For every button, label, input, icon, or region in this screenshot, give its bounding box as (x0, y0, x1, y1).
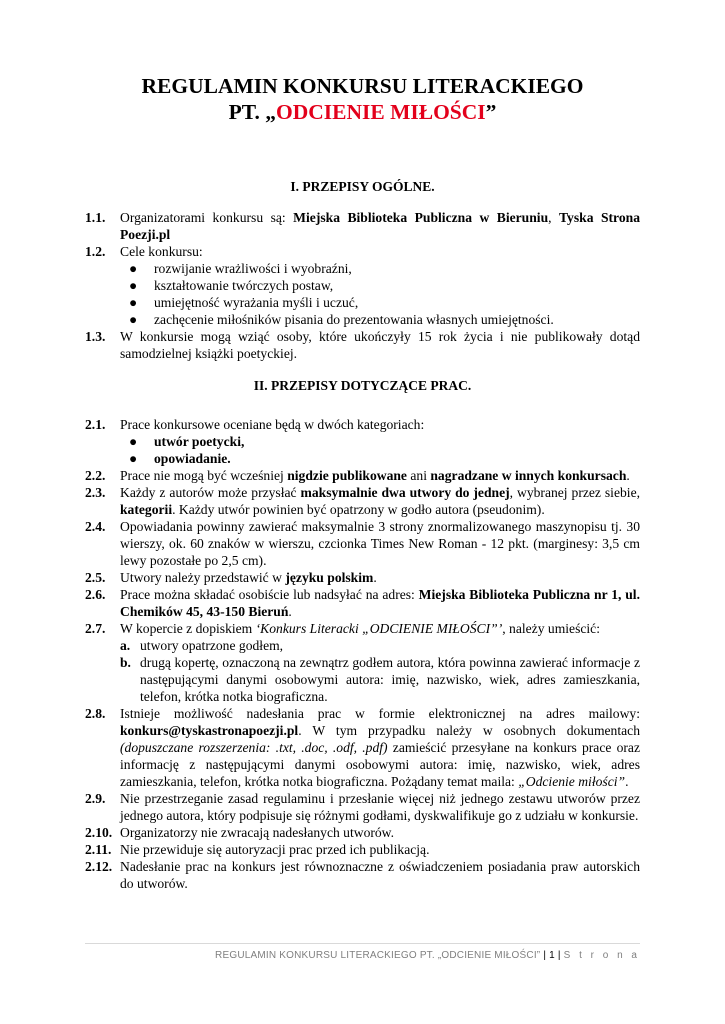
rule-text-bold: języku polskim (285, 570, 374, 585)
footer-divider (85, 943, 640, 944)
rule-text: , wybranej przez siebie, (509, 485, 641, 500)
bullet-text: umiejętność wyrażania myśli i uczuć, (154, 295, 359, 310)
lettered-text: utwory opatrzone godłem, (140, 638, 284, 653)
rule-text-bold: nagradzane w innych konkursach (430, 468, 627, 483)
bullet-dot-icon: ● (129, 261, 138, 276)
bullet-dot-icon: ● (129, 278, 138, 293)
section-heading-general: I. PRZEPISY OGÓLNE. (290, 179, 435, 194)
rule-item (85, 243, 640, 328)
rule-text: Cele konkursu: (120, 244, 203, 259)
section-works-body (85, 416, 640, 892)
page-number: 1 (549, 950, 555, 961)
rule-text: Organizatorzy nie zwracają nadesłanych utworów. (120, 825, 395, 840)
rule-number: 2.11. (85, 842, 112, 857)
rule-item (85, 705, 640, 790)
footer-separator: | (554, 950, 564, 961)
rule-text: Nie przewiduje się autoryzacji prac przed ich publikacją. (120, 842, 430, 857)
bullet-text: rozwijanie wrażliwości i wyobraźni, (154, 261, 352, 276)
bullet-item (85, 450, 640, 467)
footer-separator: | (540, 950, 550, 961)
rule-text: W konkursie mogą wziąć osoby, które ukończyły 15 rok życia i nie publikowały dotąd samodzielnej książki poetyckiej. (120, 329, 640, 361)
bullet-item (85, 294, 640, 311)
section-general-body (85, 209, 640, 362)
footer-title: REGULAMIN KONKURSU LITERACKIEGO PT. „ODCIENIE MIŁOŚCI” (215, 950, 541, 961)
document-title-line2 (0, 99, 725, 125)
rule-text-italic: „Odcienie miłości” (518, 774, 626, 789)
bullet-item (85, 260, 640, 277)
lettered-item (85, 654, 640, 705)
rule-text: . Każdy utwór powinien być opatrzony w godło autora (pseudonim). (172, 502, 545, 517)
rule-number: 2.6. (85, 587, 106, 602)
rule-item (85, 467, 640, 484)
document-title-line1: REGULAMIN KONKURSU LITERACKIEGO (141, 74, 584, 98)
rule-text-bold: Miejska Biblioteka Publiczna nr 1, ul. Chemików 45, 43-150 Bieruń (120, 587, 640, 619)
rule-text-italic: (dopuszczane rozszerzenia: .txt, .doc, .odf, .pdf) (120, 740, 388, 755)
rule-item (85, 416, 640, 467)
title-contest-name: ODCIENIE MIŁOŚCI (275, 100, 486, 124)
rule-text-bold: Miejska Biblioteka Publiczna w Bieruniu (293, 210, 549, 225)
bullet-item (85, 433, 640, 450)
rule-text-bold: kategorii (120, 502, 173, 517)
rule-text: Opowiadania powinny zawierać maksymalnie 3 strony znormalizowanego maszynopisu tj. 30 wierszy, ok. 60 znaków w wierszu, czcionka Times New Roman - 12 pkt. (marginesy: 3,5 cm lewy pozostałe po 2,5 cm). (120, 519, 640, 568)
rule-text: . (625, 774, 629, 789)
rule-item (85, 824, 640, 841)
item-letter: a. (120, 638, 131, 653)
rule-item (85, 841, 640, 858)
rule-item (85, 586, 640, 620)
rule-item (85, 790, 640, 824)
email-address: konkurs@tyskastronapoezji.pl (120, 723, 299, 738)
rule-number: 1.1. (85, 210, 106, 225)
rule-text: . W tym przypadku należy w osobnych dokumentach (298, 723, 640, 738)
bullet-text: zachęcenie miłośników pisania do prezentowania własnych umiejętności. (154, 312, 554, 327)
rule-number: 1.3. (85, 329, 106, 344)
rule-item (85, 569, 640, 586)
bullet-item (85, 277, 640, 294)
title-prefix: PT. „ (228, 100, 276, 124)
bullet-dot-icon: ● (129, 434, 138, 449)
rule-text: . (288, 604, 292, 619)
rule-number: 2.7. (85, 621, 106, 636)
rule-text: Nadesłanie prac na konkurs jest równoznaczne z oświadczeniem posiadania praw autorskich do utworów. (120, 859, 640, 891)
bullet-dot-icon: ● (129, 451, 138, 466)
rule-text: Utwory należy przedstawić w (120, 570, 286, 585)
rule-text: Prace nie mogą być wcześniej (120, 468, 288, 483)
rule-text-bold: nigdzie publikowane (287, 468, 407, 483)
page-footer (215, 950, 640, 961)
rule-number: 1.2. (85, 244, 106, 259)
rule-number: 2.2. (85, 468, 106, 483)
lettered-text: drugą kopertę, oznaczoną na zewnątrz godłem autora, która powinna zawierać informacje z następującymi danymi osobowymi autora: imię, nazwisko, wiek, adres zamieszkania, telefon, krótka notka biograficzna. (140, 655, 640, 704)
rule-number: 2.5. (85, 570, 106, 585)
rule-text: zamieścić przesyłane na konkurs prace oraz informację z następującymi danymi osobowymi autora: imię, nazwisko, wiek, adres zamieszkania, telefon, krótka notka biograficzna. Pożądany temat maila: (120, 740, 640, 789)
rule-text: Istnieje możliwość nadesłania prac w formie elektronicznej na adres mailowy: (120, 706, 640, 721)
section-heading-works: II. PRZEPISY DOTYCZĄCE PRAC. (253, 378, 472, 393)
rule-text: ani (406, 468, 431, 483)
rule-text-italic: ‘Konkurs Literacki „ODCIENIE MIŁOŚCI”’ (255, 621, 503, 636)
rule-text: , (548, 210, 559, 225)
rule-item (85, 620, 640, 705)
rule-number: 2.10. (85, 825, 113, 840)
bullet-text: utwór poetycki, (154, 434, 245, 449)
rule-text: Każdy z autorów może przysłać (120, 485, 301, 500)
rule-text: Nie przestrzeganie zasad regulaminu i przesłanie więcej niż jednego zestawu utworów przez jednego autora, który podpisuje się różnymi godłami, dyskwalifikuje go z udziału w konkursie. (120, 791, 640, 823)
bullet-text: kształtowanie twórczych postaw, (154, 278, 334, 293)
rule-number: 2.8. (85, 706, 106, 721)
rule-text: . (373, 570, 377, 585)
rule-text: . (626, 468, 630, 483)
bullet-dot-icon: ● (129, 295, 138, 310)
rule-text: , należy umieścić: (502, 621, 600, 636)
footer-page-label: S t r o n a (563, 950, 640, 961)
title-suffix: ” (485, 100, 497, 124)
rule-number: 2.4. (85, 519, 106, 534)
rule-item (85, 484, 640, 518)
rule-text: W kopercie z dopiskiem (120, 621, 256, 636)
rule-text: Prace można składać osobiście lub nadsyłać na adres: (120, 587, 419, 602)
rule-item (85, 858, 640, 892)
lettered-item (85, 637, 640, 654)
rule-text-bold: maksymalnie dwa utwory do jednej (300, 485, 510, 500)
rule-number: 2.12. (85, 859, 113, 874)
rule-item (85, 209, 640, 243)
rule-item (85, 328, 640, 362)
bullet-dot-icon: ● (129, 312, 138, 327)
bullet-text: opowiadanie. (154, 451, 231, 466)
rule-text: Organizatorami konkursu są: (120, 210, 294, 225)
rule-number: 2.1. (85, 417, 106, 432)
item-letter: b. (120, 655, 131, 670)
rule-text-bold: Tyska Strona Poezji.pl (120, 210, 641, 242)
bullet-item (85, 311, 640, 328)
rule-item (85, 518, 640, 569)
rule-number: 2.9. (85, 791, 106, 806)
rule-text: Prace konkursowe oceniane będą w dwóch kategoriach: (120, 417, 425, 432)
rule-number: 2.3. (85, 485, 106, 500)
